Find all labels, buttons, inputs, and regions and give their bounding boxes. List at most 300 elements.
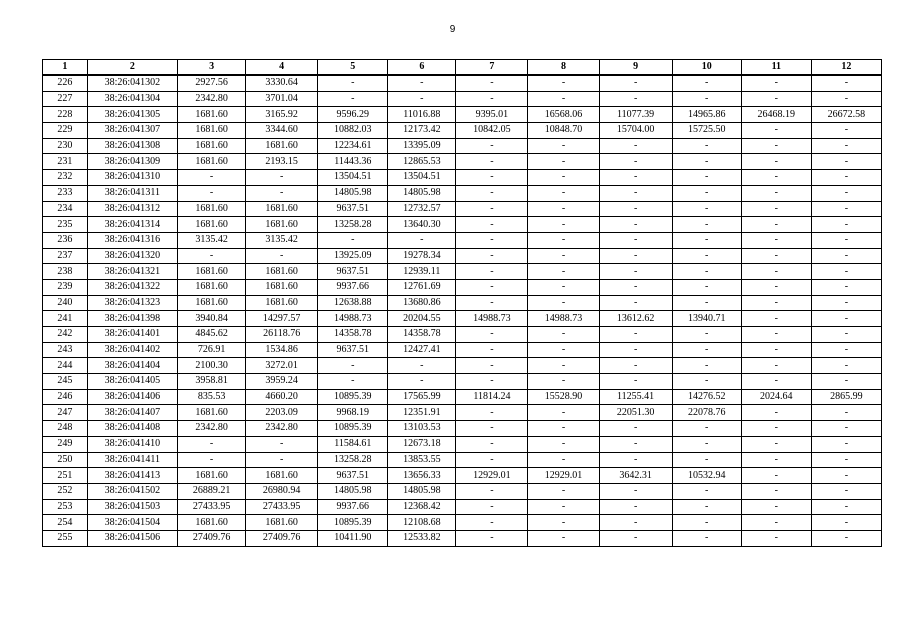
table-cell: 227 <box>43 91 88 107</box>
table-cell: 12929.01 <box>528 468 599 484</box>
table-cell: 1681.60 <box>178 515 246 531</box>
table-cell: 2342.80 <box>178 421 246 437</box>
table-cell: 38:26:041405 <box>87 374 177 390</box>
table-cell: - <box>672 154 741 170</box>
column-header-7: 7 <box>456 60 528 76</box>
table-cell: 38:26:041404 <box>87 358 177 374</box>
table-cell: - <box>528 436 599 452</box>
table-cell: 3344.60 <box>246 123 318 139</box>
column-header-2: 2 <box>87 60 177 76</box>
table-cell: - <box>811 499 881 515</box>
table-cell: 13940.71 <box>672 311 741 327</box>
table-cell: - <box>528 342 599 358</box>
table-cell: - <box>246 170 318 186</box>
table-cell: - <box>599 358 672 374</box>
table-cell: - <box>318 232 388 248</box>
table-cell: 27409.76 <box>246 530 318 546</box>
table-cell: 13656.33 <box>388 468 456 484</box>
table-cell: - <box>388 358 456 374</box>
table-cell: - <box>528 170 599 186</box>
table-row <box>43 468 882 484</box>
table-cell: 243 <box>43 342 88 358</box>
table-cell: - <box>456 530 528 546</box>
table-cell: 3135.42 <box>246 232 318 248</box>
table-cell: - <box>741 123 811 139</box>
table-cell: - <box>741 342 811 358</box>
table-cell: - <box>528 327 599 343</box>
table-cell: - <box>741 75 811 91</box>
table-cell: 14805.98 <box>388 185 456 201</box>
table-cell: 230 <box>43 138 88 154</box>
table-cell: - <box>528 530 599 546</box>
table-cell: - <box>456 515 528 531</box>
table-cell: 11255.41 <box>599 389 672 405</box>
table-row <box>43 138 882 154</box>
table-cell: 10895.39 <box>318 515 388 531</box>
column-header-8: 8 <box>528 60 599 76</box>
table-cell: 3940.84 <box>178 311 246 327</box>
table-cell: 244 <box>43 358 88 374</box>
table-row <box>43 452 882 468</box>
table-cell: - <box>246 452 318 468</box>
table-cell: - <box>528 279 599 295</box>
table-cell: - <box>741 311 811 327</box>
table-cell: - <box>246 436 318 452</box>
table-row <box>43 342 882 358</box>
table-cell: 38:26:041406 <box>87 389 177 405</box>
table-row <box>43 327 882 343</box>
table-cell: - <box>528 515 599 531</box>
table-cell: 234 <box>43 201 88 217</box>
table-cell: - <box>528 405 599 421</box>
table-cell: - <box>178 436 246 452</box>
table-row <box>43 107 882 123</box>
table-row <box>43 154 882 170</box>
table-cell: 245 <box>43 374 88 390</box>
column-header-1: 1 <box>43 60 88 76</box>
table-cell: - <box>528 264 599 280</box>
table-cell: - <box>811 170 881 186</box>
table-cell: 14805.98 <box>318 483 388 499</box>
table-cell: - <box>811 530 881 546</box>
table-cell: - <box>672 295 741 311</box>
table-cell: - <box>528 138 599 154</box>
table-cell: - <box>388 75 456 91</box>
table-cell: 14988.73 <box>456 311 528 327</box>
table-cell: - <box>811 358 881 374</box>
table-cell: - <box>599 327 672 343</box>
table-cell: - <box>811 91 881 107</box>
table-row <box>43 75 882 91</box>
table-cell: 12865.53 <box>388 154 456 170</box>
table-cell: 228 <box>43 107 88 123</box>
table-cell: 1681.60 <box>246 138 318 154</box>
table-cell: - <box>672 201 741 217</box>
table-cell: - <box>528 217 599 233</box>
table-cell: 241 <box>43 311 88 327</box>
table-cell: 10411.90 <box>318 530 388 546</box>
table-cell: - <box>811 342 881 358</box>
table-cell: - <box>599 530 672 546</box>
table-cell: - <box>599 452 672 468</box>
table-cell: - <box>811 75 881 91</box>
table-cell: - <box>456 217 528 233</box>
table-cell: 12427.41 <box>388 342 456 358</box>
table-cell: - <box>672 91 741 107</box>
table-cell: - <box>528 232 599 248</box>
table-cell: - <box>811 264 881 280</box>
table-cell: 38:26:041408 <box>87 421 177 437</box>
table-cell: 13258.28 <box>318 217 388 233</box>
table-cell: - <box>178 170 246 186</box>
table-cell: 12732.57 <box>388 201 456 217</box>
table-cell: 12929.01 <box>456 468 528 484</box>
table-cell: - <box>672 264 741 280</box>
table-cell: - <box>388 91 456 107</box>
table-cell: - <box>741 154 811 170</box>
table-cell: 20204.55 <box>388 311 456 327</box>
table-cell: 232 <box>43 170 88 186</box>
table-cell: 1681.60 <box>246 264 318 280</box>
table-cell: - <box>672 483 741 499</box>
table-cell: 17565.99 <box>388 389 456 405</box>
table-cell: 253 <box>43 499 88 515</box>
table-cell: 15704.00 <box>599 123 672 139</box>
table-cell: 14965.86 <box>672 107 741 123</box>
table-cell: 12368.42 <box>388 499 456 515</box>
table-cell: 14988.73 <box>318 311 388 327</box>
table-row <box>43 436 882 452</box>
table-cell: 248 <box>43 421 88 437</box>
table-cell: - <box>741 483 811 499</box>
table-cell: - <box>811 123 881 139</box>
table-cell: 237 <box>43 248 88 264</box>
table-cell: - <box>741 201 811 217</box>
table-cell: 2024.64 <box>741 389 811 405</box>
table-cell: 1681.60 <box>246 217 318 233</box>
table-cell: - <box>456 264 528 280</box>
table-cell: 38:26:041503 <box>87 499 177 515</box>
table-cell: 9637.51 <box>318 264 388 280</box>
table-row <box>43 185 882 201</box>
table-cell: - <box>456 75 528 91</box>
table-cell: 12761.69 <box>388 279 456 295</box>
table-cell: - <box>811 217 881 233</box>
table-cell: 38:26:041309 <box>87 154 177 170</box>
table-cell: - <box>672 452 741 468</box>
table-cell: 1681.60 <box>178 217 246 233</box>
table-cell: - <box>741 327 811 343</box>
table-cell: - <box>528 452 599 468</box>
table-cell: 1681.60 <box>178 138 246 154</box>
table-cell: - <box>599 279 672 295</box>
table-cell: 12673.18 <box>388 436 456 452</box>
table-cell: 251 <box>43 468 88 484</box>
table-cell: 38:26:041410 <box>87 436 177 452</box>
table-cell: 1681.60 <box>178 201 246 217</box>
table-cell: - <box>599 499 672 515</box>
column-header-12: 12 <box>811 60 881 76</box>
table-cell: 2193.15 <box>246 154 318 170</box>
table-row <box>43 217 882 233</box>
table-cell: - <box>528 483 599 499</box>
table-cell: 1681.60 <box>246 295 318 311</box>
table-cell: 1681.60 <box>178 154 246 170</box>
table-cell: 4845.62 <box>178 327 246 343</box>
table-cell: 10848.70 <box>528 123 599 139</box>
table-cell: 38:26:041305 <box>87 107 177 123</box>
table-cell: 38:26:041413 <box>87 468 177 484</box>
table-cell: 1681.60 <box>178 107 246 123</box>
table-row <box>43 499 882 515</box>
table-cell: 12638.88 <box>318 295 388 311</box>
header-row <box>43 60 882 76</box>
table-cell: - <box>741 170 811 186</box>
table-cell: 3330.64 <box>246 75 318 91</box>
table-cell: 38:26:041314 <box>87 217 177 233</box>
table-cell: - <box>528 358 599 374</box>
table-cell: 13504.51 <box>388 170 456 186</box>
table-cell: 1681.60 <box>178 405 246 421</box>
table-cell: 19278.34 <box>388 248 456 264</box>
table-cell: 27409.76 <box>178 530 246 546</box>
table-cell: 226 <box>43 75 88 91</box>
table-row <box>43 232 882 248</box>
table-cell: - <box>318 374 388 390</box>
table-row <box>43 311 882 327</box>
table-cell: - <box>811 374 881 390</box>
table-cell: 38:26:041402 <box>87 342 177 358</box>
table-cell: 1681.60 <box>178 468 246 484</box>
table-cell: - <box>811 295 881 311</box>
table-cell: - <box>741 468 811 484</box>
table-cell: - <box>456 374 528 390</box>
table-cell: - <box>528 374 599 390</box>
table-cell: - <box>672 374 741 390</box>
table-cell: - <box>741 374 811 390</box>
table-cell: 14358.78 <box>388 327 456 343</box>
table-cell: - <box>741 248 811 264</box>
table-row <box>43 170 882 186</box>
table-cell: 3165.92 <box>246 107 318 123</box>
table-cell: - <box>741 91 811 107</box>
table-cell: 10895.39 <box>318 421 388 437</box>
table-cell: - <box>741 421 811 437</box>
column-header-9: 9 <box>599 60 672 76</box>
table-cell: - <box>672 170 741 186</box>
table-cell: 13258.28 <box>318 452 388 468</box>
table-cell: 14805.98 <box>318 185 388 201</box>
table-cell: - <box>672 279 741 295</box>
table-body <box>43 75 882 546</box>
table-cell: - <box>388 374 456 390</box>
table-cell: - <box>672 248 741 264</box>
table-cell: - <box>811 232 881 248</box>
table-cell: - <box>811 327 881 343</box>
table-cell: 38:26:041398 <box>87 311 177 327</box>
table-row <box>43 295 882 311</box>
table-cell: 27433.95 <box>178 499 246 515</box>
table-cell: 9637.51 <box>318 201 388 217</box>
table-cell: - <box>388 232 456 248</box>
table-cell: 38:26:041304 <box>87 91 177 107</box>
table-cell: 26468.19 <box>741 107 811 123</box>
table-row <box>43 123 882 139</box>
table-cell: 38:26:041506 <box>87 530 177 546</box>
table-cell: - <box>672 342 741 358</box>
table-cell: 10532.94 <box>672 468 741 484</box>
table-cell: 233 <box>43 185 88 201</box>
table-cell: - <box>811 154 881 170</box>
table-cell: 13925.09 <box>318 248 388 264</box>
table-cell: 13680.86 <box>388 295 456 311</box>
table-cell: 4660.20 <box>246 389 318 405</box>
table-cell: - <box>599 138 672 154</box>
table-cell: 38:26:041323 <box>87 295 177 311</box>
table-cell: 12939.11 <box>388 264 456 280</box>
table-cell: - <box>811 138 881 154</box>
table-cell: 38:26:041311 <box>87 185 177 201</box>
table-cell: 38:26:041307 <box>87 123 177 139</box>
table-cell: 2342.80 <box>246 421 318 437</box>
table-cell: - <box>599 232 672 248</box>
table-row <box>43 264 882 280</box>
table-cell: - <box>528 185 599 201</box>
table-cell: 38:26:041502 <box>87 483 177 499</box>
table-cell: 11016.88 <box>388 107 456 123</box>
table-cell: - <box>811 421 881 437</box>
table-cell: 246 <box>43 389 88 405</box>
table-cell: 2927.56 <box>178 75 246 91</box>
table-cell: - <box>178 185 246 201</box>
table-cell: 9637.51 <box>318 468 388 484</box>
table-cell: 9596.29 <box>318 107 388 123</box>
table-cell: - <box>456 154 528 170</box>
table-cell: - <box>811 248 881 264</box>
table-cell: 38:26:041320 <box>87 248 177 264</box>
table-row <box>43 279 882 295</box>
table-row <box>43 374 882 390</box>
table-cell: 255 <box>43 530 88 546</box>
table-cell: 38:26:041321 <box>87 264 177 280</box>
table-row <box>43 421 882 437</box>
table-cell: 38:26:041310 <box>87 170 177 186</box>
table-cell: - <box>599 264 672 280</box>
table-cell: - <box>811 515 881 531</box>
table-cell: - <box>528 75 599 91</box>
table-cell: - <box>599 436 672 452</box>
table-cell: - <box>672 232 741 248</box>
table-cell: - <box>741 452 811 468</box>
table-cell: - <box>672 436 741 452</box>
table-cell: - <box>178 452 246 468</box>
table-cell: - <box>599 170 672 186</box>
table-cell: 13640.30 <box>388 217 456 233</box>
table-cell: - <box>811 452 881 468</box>
table-cell: - <box>318 75 388 91</box>
table-cell: 11443.36 <box>318 154 388 170</box>
table-cell: - <box>456 91 528 107</box>
table-cell: 15725.50 <box>672 123 741 139</box>
table-cell: - <box>456 483 528 499</box>
table-cell: - <box>528 201 599 217</box>
table-cell: - <box>599 483 672 499</box>
table-cell: 12108.68 <box>388 515 456 531</box>
table-cell: - <box>246 185 318 201</box>
table-cell: 26980.94 <box>246 483 318 499</box>
table-cell: 1681.60 <box>246 279 318 295</box>
table-cell: 38:26:041411 <box>87 452 177 468</box>
table-cell: 235 <box>43 217 88 233</box>
table-cell: 252 <box>43 483 88 499</box>
table-cell: 38:26:041407 <box>87 405 177 421</box>
table-cell: - <box>456 358 528 374</box>
table-cell: - <box>456 138 528 154</box>
table-cell: 26672.58 <box>811 107 881 123</box>
table-cell: 12533.82 <box>388 530 456 546</box>
table-cell: 238 <box>43 264 88 280</box>
table-cell: 2865.99 <box>811 389 881 405</box>
table-cell: 1681.60 <box>246 468 318 484</box>
table-cell: 3959.24 <box>246 374 318 390</box>
table-cell: 3958.81 <box>178 374 246 390</box>
table-cell: - <box>599 515 672 531</box>
table-cell: 38:26:041401 <box>87 327 177 343</box>
table-cell: 2342.80 <box>178 91 246 107</box>
table-cell: 9937.66 <box>318 499 388 515</box>
table-cell: 11077.39 <box>599 107 672 123</box>
table-cell: 1681.60 <box>178 264 246 280</box>
table-cell: 835.53 <box>178 389 246 405</box>
table-row <box>43 201 882 217</box>
table-cell: 2203.09 <box>246 405 318 421</box>
table-cell: - <box>672 515 741 531</box>
table-cell: - <box>672 499 741 515</box>
table-cell: - <box>528 91 599 107</box>
table-row <box>43 530 882 546</box>
table-cell: 12234.61 <box>318 138 388 154</box>
table-cell: - <box>456 185 528 201</box>
table-cell: 247 <box>43 405 88 421</box>
table-cell: 38:26:041316 <box>87 232 177 248</box>
table-cell: - <box>599 154 672 170</box>
table-cell: 9968.19 <box>318 405 388 421</box>
table-cell: 9395.01 <box>456 107 528 123</box>
table-cell: - <box>456 452 528 468</box>
table-cell: - <box>741 217 811 233</box>
table-cell: - <box>599 185 672 201</box>
table-cell: - <box>528 295 599 311</box>
table-cell: - <box>456 405 528 421</box>
table-cell: - <box>599 248 672 264</box>
column-header-3: 3 <box>178 60 246 76</box>
table-cell: - <box>672 358 741 374</box>
table-row <box>43 248 882 264</box>
table-cell: 38:26:041322 <box>87 279 177 295</box>
column-header-11: 11 <box>741 60 811 76</box>
table-cell: - <box>456 279 528 295</box>
table-cell: - <box>456 342 528 358</box>
table-cell: - <box>456 327 528 343</box>
column-header-4: 4 <box>246 60 318 76</box>
table-cell: - <box>599 374 672 390</box>
table-cell: 229 <box>43 123 88 139</box>
table-cell: 14297.57 <box>246 311 318 327</box>
table-cell: - <box>811 483 881 499</box>
table-cell: - <box>811 405 881 421</box>
table-cell: 26889.21 <box>178 483 246 499</box>
table-cell: - <box>599 75 672 91</box>
